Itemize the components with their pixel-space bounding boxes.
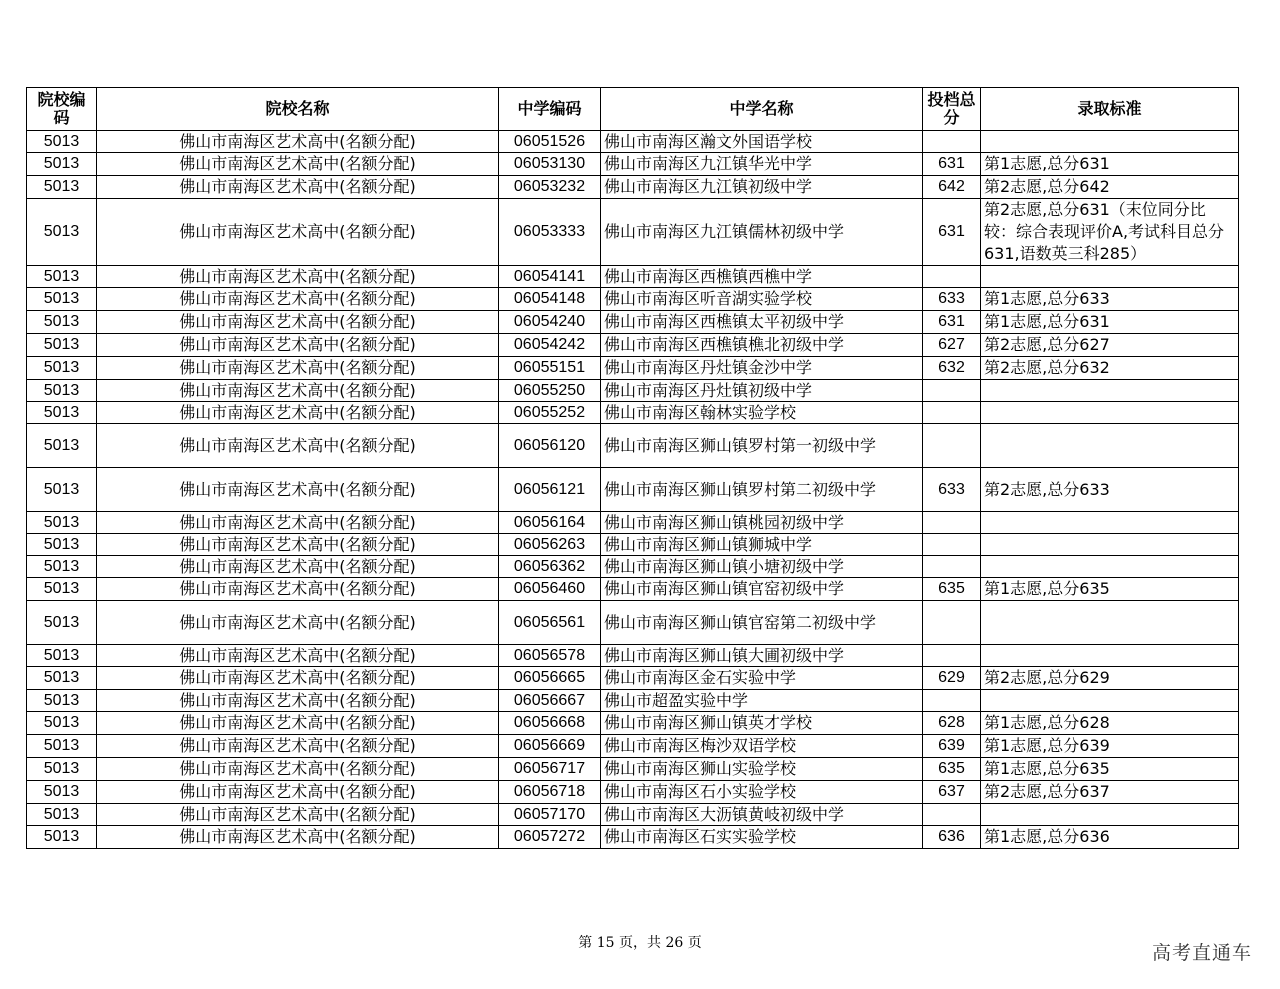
cell-score [923, 645, 981, 667]
cell-school-code: 5013 [27, 601, 97, 645]
cell-middle-code: 06057272 [499, 826, 601, 849]
cell-score: 635 [923, 578, 981, 601]
cell-standard [981, 266, 1239, 288]
table-row [27, 131, 1239, 153]
cell-middle-name: 佛山市南海区九江镇华光中学 [601, 153, 923, 176]
header-school-name: 院校名称 [97, 88, 499, 131]
cell-score [923, 556, 981, 578]
table-row [27, 266, 1239, 288]
cell-school-code: 5013 [27, 311, 97, 334]
cell-school-name: 佛山市南海区艺术高中(名额分配) [97, 667, 499, 690]
cell-school-code: 5013 [27, 468, 97, 512]
cell-score: 642 [923, 176, 981, 199]
cell-middle-name: 佛山市南海区狮山镇罗村第二初级中学 [601, 468, 923, 512]
cell-school-code: 5013 [27, 804, 97, 826]
table-row [27, 804, 1239, 826]
cell-middle-name: 佛山市南海区丹灶镇金沙中学 [601, 357, 923, 380]
cell-middle-code: 06054148 [499, 288, 601, 311]
cell-standard: 第1志愿,总分635 [981, 758, 1239, 781]
cell-middle-name: 佛山市南海区狮山镇小塘初级中学 [601, 556, 923, 578]
cell-middle-code: 06056121 [499, 468, 601, 512]
cell-middle-code: 06053130 [499, 153, 601, 176]
cell-standard: 第2志愿,总分642 [981, 176, 1239, 199]
cell-middle-code: 06056362 [499, 556, 601, 578]
header-school-code: 院校编码 [27, 88, 97, 131]
cell-middle-name: 佛山市南海区西樵镇太平初级中学 [601, 311, 923, 334]
cell-middle-code: 06053232 [499, 176, 601, 199]
table-row [27, 311, 1239, 334]
cell-school-name: 佛山市南海区艺术高中(名额分配) [97, 288, 499, 311]
cell-school-code: 5013 [27, 735, 97, 758]
cell-standard: 第2志愿,总分629 [981, 667, 1239, 690]
cell-school-code: 5013 [27, 645, 97, 667]
cell-score [923, 804, 981, 826]
table-row [27, 153, 1239, 176]
cell-school-name: 佛山市南海区艺术高中(名额分配) [97, 424, 499, 468]
cell-middle-code: 06056460 [499, 578, 601, 601]
cell-standard [981, 645, 1239, 667]
watermark: 高考直通车 [1151, 942, 1252, 964]
table-row [27, 288, 1239, 311]
table-row [27, 357, 1239, 380]
cell-school-name: 佛山市南海区艺术高中(名额分配) [97, 601, 499, 645]
cell-middle-code: 06056665 [499, 667, 601, 690]
table-body [27, 131, 1239, 849]
cell-school-code: 5013 [27, 667, 97, 690]
cell-school-code: 5013 [27, 199, 97, 266]
cell-school-code: 5013 [27, 424, 97, 468]
cell-school-code: 5013 [27, 153, 97, 176]
cell-middle-name: 佛山市南海区九江镇初级中学 [601, 176, 923, 199]
cell-standard: 第2志愿,总分627 [981, 334, 1239, 357]
cell-school-name: 佛山市南海区艺术高中(名额分配) [97, 578, 499, 601]
cell-score: 637 [923, 781, 981, 804]
cell-standard [981, 380, 1239, 402]
cell-middle-name: 佛山市南海区听音湖实验学校 [601, 288, 923, 311]
cell-middle-code: 06057170 [499, 804, 601, 826]
cell-school-code: 5013 [27, 578, 97, 601]
cell-school-name: 佛山市南海区艺术高中(名额分配) [97, 712, 499, 735]
cell-standard: 第1志愿,总分628 [981, 712, 1239, 735]
cell-score: 635 [923, 758, 981, 781]
cell-middle-code: 06056120 [499, 424, 601, 468]
cell-middle-name: 佛山市南海区狮山镇官窑第二初级中学 [601, 601, 923, 645]
cell-middle-name: 佛山市南海区狮山镇罗村第一初级中学 [601, 424, 923, 468]
cell-score: 632 [923, 357, 981, 380]
admission-table [26, 87, 1239, 849]
cell-school-name: 佛山市南海区艺术高中(名额分配) [97, 266, 499, 288]
cell-score [923, 380, 981, 402]
cell-standard [981, 601, 1239, 645]
table-row [27, 667, 1239, 690]
header-standard: 录取标准 [981, 88, 1239, 131]
cell-middle-name: 佛山市南海区瀚文外国语学校 [601, 131, 923, 153]
cell-standard [981, 690, 1239, 712]
cell-standard: 第2志愿,总分637 [981, 781, 1239, 804]
cell-score: 627 [923, 334, 981, 357]
cell-standard: 第1志愿,总分631 [981, 311, 1239, 334]
cell-middle-code: 06055151 [499, 357, 601, 380]
cell-middle-code: 06053333 [499, 199, 601, 266]
cell-standard: 第1志愿,总分633 [981, 288, 1239, 311]
cell-middle-code: 06056561 [499, 601, 601, 645]
table-row [27, 781, 1239, 804]
cell-middle-code: 06056578 [499, 645, 601, 667]
cell-middle-code: 06055250 [499, 380, 601, 402]
cell-middle-code: 06054240 [499, 311, 601, 334]
table-header [27, 88, 1239, 131]
cell-middle-code: 06056667 [499, 690, 601, 712]
cell-school-name: 佛山市南海区艺术高中(名额分配) [97, 153, 499, 176]
cell-middle-code: 06056718 [499, 781, 601, 804]
cell-standard: 第2志愿,总分631（末位同分比较：综合表现评价A,考试科目总分631,语数英三科285） [981, 199, 1239, 266]
cell-school-name: 佛山市南海区艺术高中(名额分配) [97, 690, 499, 712]
cell-school-code: 5013 [27, 556, 97, 578]
cell-middle-name: 佛山市南海区大沥镇黄岐初级中学 [601, 804, 923, 826]
cell-standard [981, 424, 1239, 468]
cell-middle-name: 佛山市南海区狮山镇桃园初级中学 [601, 512, 923, 534]
cell-score [923, 690, 981, 712]
cell-score [923, 601, 981, 645]
table-row [27, 690, 1239, 712]
table-row [27, 380, 1239, 402]
cell-score: 631 [923, 153, 981, 176]
cell-score [923, 402, 981, 424]
cell-school-name: 佛山市南海区艺术高中(名额分配) [97, 176, 499, 199]
cell-standard [981, 556, 1239, 578]
cell-score: 631 [923, 199, 981, 266]
table-row [27, 578, 1239, 601]
cell-middle-name: 佛山市南海区狮山镇英才学校 [601, 712, 923, 735]
table-row [27, 199, 1239, 266]
cell-score: 639 [923, 735, 981, 758]
cell-school-name: 佛山市南海区艺术高中(名额分配) [97, 556, 499, 578]
table-row [27, 512, 1239, 534]
cell-school-code: 5013 [27, 690, 97, 712]
cell-school-name: 佛山市南海区艺术高中(名额分配) [97, 735, 499, 758]
cell-score [923, 512, 981, 534]
cell-school-name: 佛山市南海区艺术高中(名额分配) [97, 357, 499, 380]
cell-school-code: 5013 [27, 826, 97, 849]
table-row [27, 424, 1239, 468]
cell-standard [981, 131, 1239, 153]
cell-school-code: 5013 [27, 534, 97, 556]
table-row [27, 402, 1239, 424]
cell-school-code: 5013 [27, 334, 97, 357]
cell-middle-name: 佛山市南海区狮山镇大圃初级中学 [601, 645, 923, 667]
header-score: 投档总分 [923, 88, 981, 131]
table-row [27, 176, 1239, 199]
cell-middle-code: 06054242 [499, 334, 601, 357]
cell-standard [981, 534, 1239, 556]
cell-school-name: 佛山市南海区艺术高中(名额分配) [97, 758, 499, 781]
cell-middle-code: 06056669 [499, 735, 601, 758]
cell-standard [981, 512, 1239, 534]
cell-middle-name: 佛山市南海区西樵镇西樵中学 [601, 266, 923, 288]
cell-school-code: 5013 [27, 512, 97, 534]
table-row [27, 601, 1239, 645]
cell-standard [981, 804, 1239, 826]
cell-score [923, 131, 981, 153]
cell-score [923, 266, 981, 288]
cell-school-code: 5013 [27, 176, 97, 199]
table-row [27, 712, 1239, 735]
table-row [27, 735, 1239, 758]
cell-school-name: 佛山市南海区艺术高中(名额分配) [97, 402, 499, 424]
cell-school-code: 5013 [27, 712, 97, 735]
cell-school-name: 佛山市南海区艺术高中(名额分配) [97, 311, 499, 334]
cell-middle-code: 06056717 [499, 758, 601, 781]
cell-school-code: 5013 [27, 758, 97, 781]
cell-middle-name: 佛山市南海区狮山镇狮城中学 [601, 534, 923, 556]
cell-school-code: 5013 [27, 266, 97, 288]
cell-middle-name: 佛山市南海区梅沙双语学校 [601, 735, 923, 758]
cell-middle-code: 06056668 [499, 712, 601, 735]
table-row [27, 645, 1239, 667]
cell-middle-name: 佛山市南海区丹灶镇初级中学 [601, 380, 923, 402]
header-middle-name: 中学名称 [601, 88, 923, 131]
cell-school-name: 佛山市南海区艺术高中(名额分配) [97, 534, 499, 556]
cell-middle-code: 06056164 [499, 512, 601, 534]
cell-school-name: 佛山市南海区艺术高中(名额分配) [97, 380, 499, 402]
cell-score: 633 [923, 288, 981, 311]
cell-standard [981, 402, 1239, 424]
cell-score: 636 [923, 826, 981, 849]
cell-score: 633 [923, 468, 981, 512]
cell-middle-name: 佛山市南海区九江镇儒林初级中学 [601, 199, 923, 266]
cell-middle-name: 佛山市南海区翰林实验学校 [601, 402, 923, 424]
cell-middle-name: 佛山市南海区石实实验学校 [601, 826, 923, 849]
cell-score: 631 [923, 311, 981, 334]
cell-school-code: 5013 [27, 288, 97, 311]
cell-middle-name: 佛山市南海区狮山镇官窑初级中学 [601, 578, 923, 601]
cell-school-name: 佛山市南海区艺术高中(名额分配) [97, 804, 499, 826]
cell-school-name: 佛山市南海区艺术高中(名额分配) [97, 826, 499, 849]
table-row [27, 334, 1239, 357]
cell-middle-name: 佛山市南海区狮山实验学校 [601, 758, 923, 781]
cell-school-name: 佛山市南海区艺术高中(名额分配) [97, 512, 499, 534]
cell-school-name: 佛山市南海区艺术高中(名额分配) [97, 781, 499, 804]
cell-middle-name: 佛山市南海区金石实验中学 [601, 667, 923, 690]
table-row [27, 758, 1239, 781]
cell-school-code: 5013 [27, 357, 97, 380]
table-row [27, 534, 1239, 556]
header-middle-code: 中学编码 [499, 88, 601, 131]
table-row [27, 556, 1239, 578]
cell-school-code: 5013 [27, 402, 97, 424]
table-row [27, 826, 1239, 849]
cell-middle-name: 佛山市南海区石小实验学校 [601, 781, 923, 804]
cell-middle-code: 06056263 [499, 534, 601, 556]
cell-score [923, 534, 981, 556]
cell-middle-name: 佛山市南海区西樵镇樵北初级中学 [601, 334, 923, 357]
cell-middle-code: 06051526 [499, 131, 601, 153]
cell-middle-code: 06054141 [499, 266, 601, 288]
cell-middle-code: 06055252 [499, 402, 601, 424]
cell-school-code: 5013 [27, 380, 97, 402]
cell-standard: 第1志愿,总分635 [981, 578, 1239, 601]
cell-school-name: 佛山市南海区艺术高中(名额分配) [97, 468, 499, 512]
cell-standard: 第1志愿,总分636 [981, 826, 1239, 849]
table-row [27, 468, 1239, 512]
cell-school-code: 5013 [27, 131, 97, 153]
cell-standard: 第2志愿,总分632 [981, 357, 1239, 380]
cell-middle-name: 佛山市超盈实验中学 [601, 690, 923, 712]
cell-school-name: 佛山市南海区艺术高中(名额分配) [97, 334, 499, 357]
cell-school-name: 佛山市南海区艺术高中(名额分配) [97, 131, 499, 153]
cell-school-name: 佛山市南海区艺术高中(名额分配) [97, 645, 499, 667]
cell-school-code: 5013 [27, 781, 97, 804]
cell-score: 629 [923, 667, 981, 690]
cell-standard: 第2志愿,总分633 [981, 468, 1239, 512]
cell-standard: 第1志愿,总分639 [981, 735, 1239, 758]
page-number: 第 15 页，共 26 页 [578, 935, 702, 951]
cell-school-name: 佛山市南海区艺术高中(名额分配) [97, 199, 499, 266]
cell-standard: 第1志愿,总分631 [981, 153, 1239, 176]
cell-score [923, 424, 981, 468]
cell-score: 628 [923, 712, 981, 735]
